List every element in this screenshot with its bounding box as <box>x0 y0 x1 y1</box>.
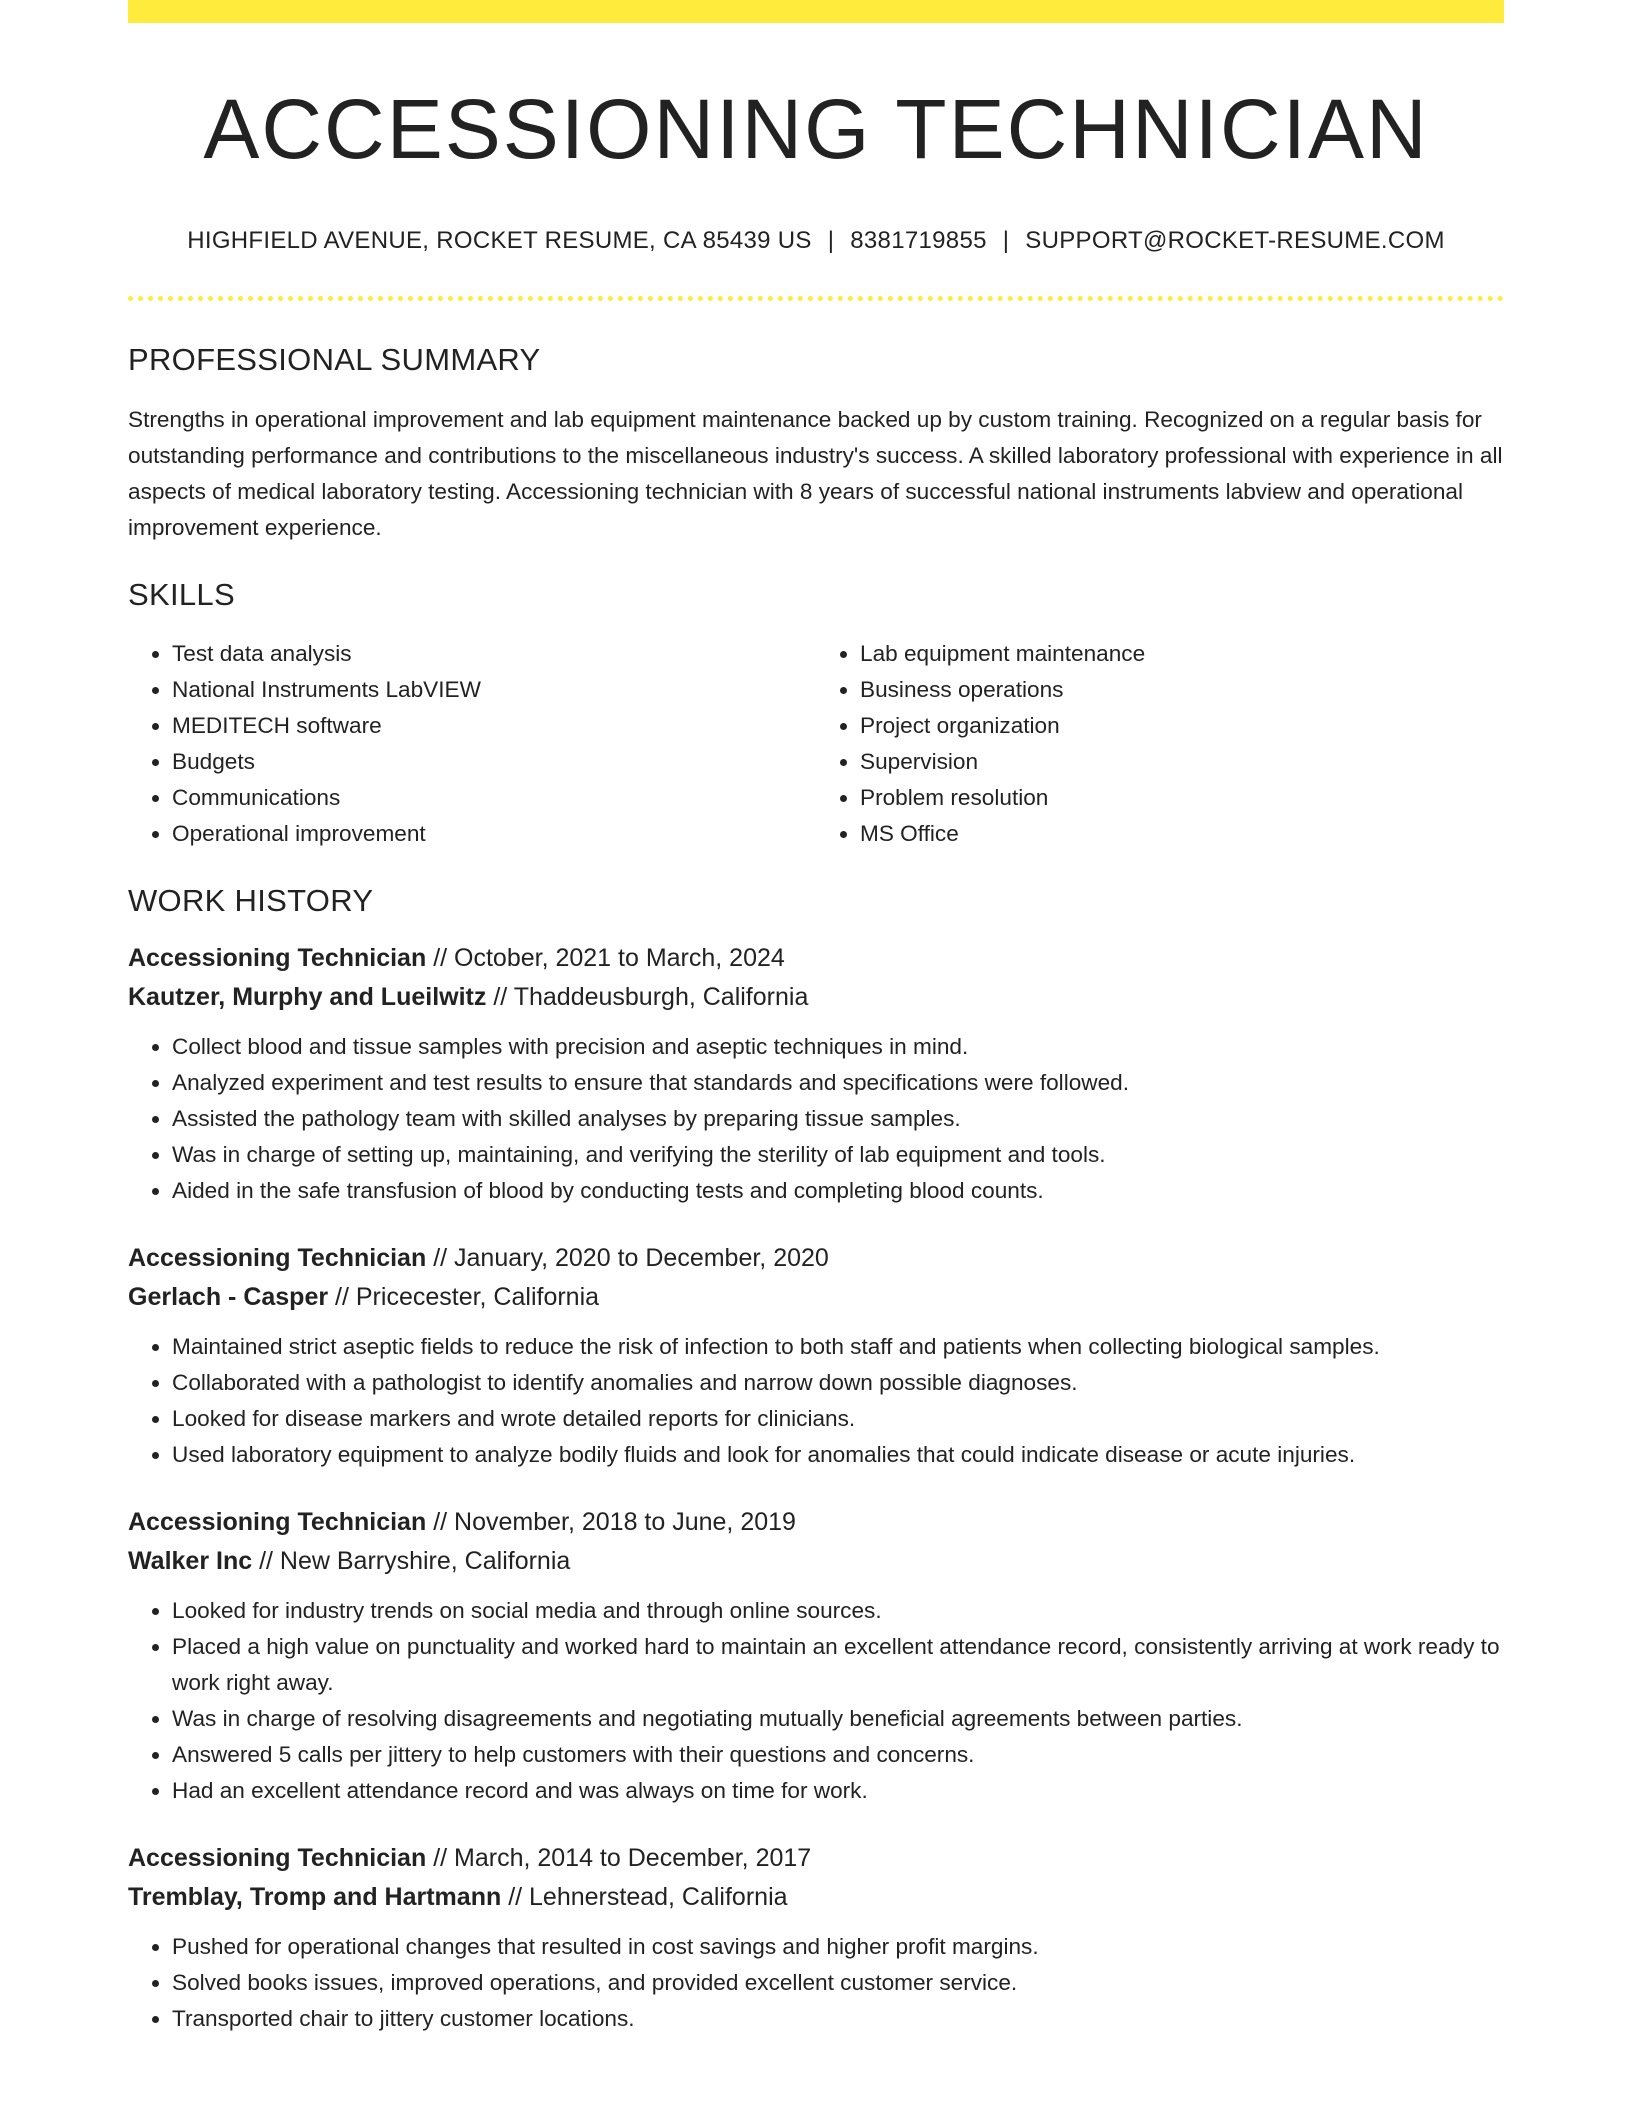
job-dates: // October, 2021 to March, 2024 <box>433 943 785 972</box>
skill-item: • Budgets <box>172 744 816 780</box>
skill-item: • Communications <box>172 780 816 816</box>
job-bullets <box>128 1329 1504 1473</box>
section-title-skills: SKILLS <box>128 577 235 613</box>
job-role: Accessioning Technician <box>128 1843 427 1872</box>
job-role: Accessioning Technician <box>128 1243 427 1272</box>
accent-top-bar <box>128 0 1504 23</box>
job-bullet: • Had an excellent attendance record and was always on time for work. <box>172 1773 1504 1809</box>
job-bullet: • Pushed for operational changes that resulted in cost savings and higher profit margins. <box>172 1929 1504 1965</box>
job-dates: // January, 2020 to December, 2020 <box>433 1243 829 1272</box>
job-location: // Lehnerstead, California <box>508 1882 788 1911</box>
skill-item: • Business operations <box>860 672 1504 708</box>
job-bullet: • Solved books issues, improved operations, and provided excellent customer service. <box>172 1965 1504 2001</box>
skill-item: • MEDITECH software <box>172 708 816 744</box>
skills-column-right <box>816 636 1504 852</box>
job-entry <box>128 1839 1504 2037</box>
job-dates: // March, 2014 to December, 2017 <box>433 1843 812 1872</box>
skill-item: • Test data analysis <box>172 636 816 672</box>
skill-item: • Problem resolution <box>860 780 1504 816</box>
summary-text: Strengths in operational improvement and lab equipment maintenance backed up by custom training. Recognized on a regular basis for outstanding performance and contributions to the miscellaneous industry's success. A skilled laboratory professional with experience in all aspects of medical laboratory testing. Accessioning technician with 8 years of successful national instruments labview and operational improvement experience. <box>128 407 1503 541</box>
dotted-divider <box>128 296 1504 301</box>
job-bullet: • Looked for industry trends on social media and through online sources. <box>172 1593 1504 1629</box>
skill-item: • MS Office <box>860 816 1504 852</box>
section-title-work-history: WORK HISTORY <box>128 882 374 918</box>
job-title-line <box>128 1239 1504 1278</box>
contact-email: SUPPORT@ROCKET-RESUME.COM <box>1025 227 1445 255</box>
job-bullet: • Aided in the safe transfusion of blood by conducting tests and completing blood counts. <box>172 1173 1504 1209</box>
job-company-line <box>128 978 1504 1017</box>
job-bullet: • Transported chair to jittery customer locations. <box>172 2001 1504 2037</box>
skills-column-left <box>128 636 816 852</box>
job-bullet: • Answered 5 calls per jittery to help customers with their questions and concerns. <box>172 1737 1504 1773</box>
skill-item: • Project organization <box>860 708 1504 744</box>
job-location: // Thaddeusburgh, California <box>493 982 809 1011</box>
job-title-line <box>128 1839 1504 1878</box>
job-company-line <box>128 1278 1504 1317</box>
job-bullet: • Was in charge of setting up, maintaining, and verifying the sterility of lab equipment and tools. <box>172 1137 1504 1173</box>
job-bullet: • Used laboratory equipment to analyze bodily fluids and look for anomalies that could indicate disease or acute injuries. <box>172 1437 1504 1473</box>
job-bullets <box>128 1929 1504 2037</box>
resume-name: ACCESSIONING TECHNICIAN <box>203 82 1429 176</box>
job-entry <box>128 939 1504 1209</box>
contact-separator: | <box>1002 227 1010 255</box>
job-bullets <box>128 1029 1504 1209</box>
job-company-line <box>128 1542 1504 1581</box>
job-bullets <box>128 1593 1504 1809</box>
skill-item: • Lab equipment maintenance <box>860 636 1504 672</box>
contact-phone: 8381719855 <box>850 227 987 255</box>
job-location: // Pricecester, California <box>335 1282 600 1311</box>
contact-line <box>128 227 1504 256</box>
job-company-line <box>128 1878 1504 1917</box>
job-company: Gerlach - Casper <box>128 1282 329 1311</box>
job-company: Tremblay, Tromp and Hartmann <box>128 1882 502 1911</box>
job-bullet: • Collaborated with a pathologist to identify anomalies and narrow down possible diagnoses. <box>172 1365 1504 1401</box>
contact-address: HIGHFIELD AVENUE, ROCKET RESUME, CA 85439 US <box>187 227 812 255</box>
skill-item: • National Instruments LabVIEW <box>172 672 816 708</box>
job-role: Accessioning Technician <box>128 1507 427 1536</box>
skill-item: • Operational improvement <box>172 816 816 852</box>
job-title-line <box>128 1503 1504 1542</box>
job-entry <box>128 1503 1504 1809</box>
job-bullet: • Was in charge of resolving disagreements and negotiating mutually beneficial agreements between parties. <box>172 1701 1504 1737</box>
job-bullet: • Placed a high value on punctuality and worked hard to maintain an excellent attendance record, consistently arriving at work ready to work right away. <box>172 1629 1504 1701</box>
job-dates: // November, 2018 to June, 2019 <box>433 1507 796 1536</box>
job-title-line <box>128 939 1504 978</box>
job-entry <box>128 1239 1504 1473</box>
job-company: Kautzer, Murphy and Lueilwitz <box>128 982 487 1011</box>
resume-page <box>128 0 1504 2037</box>
job-bullet: • Looked for disease markers and wrote detailed reports for clinicians. <box>172 1401 1504 1437</box>
job-bullet: • Analyzed experiment and test results to ensure that standards and specifications were followed. <box>172 1065 1504 1101</box>
job-bullet: • Maintained strict aseptic fields to reduce the risk of infection to both staff and patients when collecting biological samples. <box>172 1329 1504 1365</box>
job-company: Walker Inc <box>128 1546 253 1575</box>
skill-item: • Supervision <box>860 744 1504 780</box>
contact-separator: | <box>827 227 835 255</box>
job-location: // New Barryshire, California <box>259 1546 571 1575</box>
job-role: Accessioning Technician <box>128 943 427 972</box>
section-title-summary: PROFESSIONAL SUMMARY <box>128 342 541 378</box>
job-bullet: • Collect blood and tissue samples with precision and aseptic techniques in mind. <box>172 1029 1504 1065</box>
job-bullet: • Assisted the pathology team with skilled analyses by preparing tissue samples. <box>172 1101 1504 1137</box>
skills-list <box>128 636 1504 852</box>
